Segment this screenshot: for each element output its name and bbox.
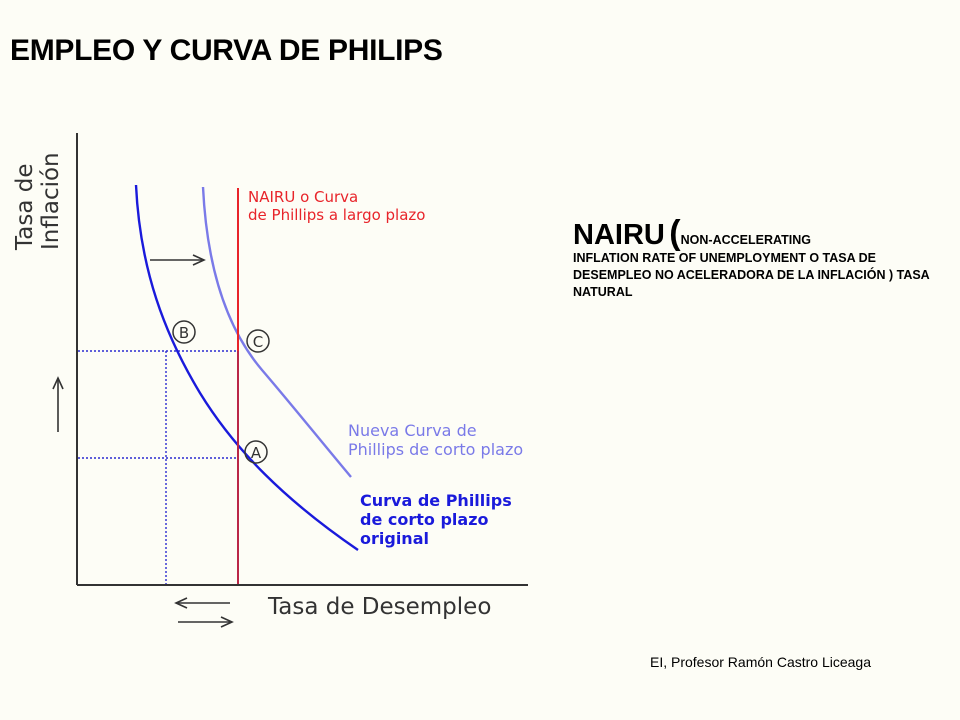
nairu-open-paren: ( <box>669 214 681 252</box>
original-short-run-curve <box>136 185 358 550</box>
nairu-definition <box>573 214 943 301</box>
new-curve-label-line2: Phillips de corto plazo <box>348 440 524 459</box>
orig-curve-label-line2: de corto plazo <box>360 510 489 529</box>
orig-curve-label-line3: original <box>360 529 429 548</box>
x-axis-label: Tasa de Desempleo <box>268 594 492 620</box>
point-c-label: C <box>252 333 264 351</box>
nairu-label-line1: NAIRU o Curva <box>248 188 359 206</box>
nairu-definition-line1: NON-ACCELERATING <box>680 233 811 247</box>
point-b-label: B <box>178 324 190 342</box>
orig-curve-label-line1: Curva de Phillips <box>360 491 512 510</box>
nairu-heading: NAIRU <box>573 219 665 251</box>
y-axis-label-line1: Tasa de <box>12 163 38 250</box>
point-a-label: A <box>250 444 262 462</box>
slide-title: EMPLEO Y CURVA DE PHILIPS <box>10 34 443 67</box>
nairu-label-line2: de Phillips a largo plazo <box>248 206 426 224</box>
new-curve-label-line1: Nueva Curva de <box>348 421 477 440</box>
new-short-run-curve <box>203 187 351 477</box>
author-credit: EI, Profesor Ramón Castro Liceaga <box>650 654 871 670</box>
y-axis-label-line2: Inflación <box>38 152 64 250</box>
nairu-definition-rest: INFLATION RATE OF UNEMPLOYMENT O TASA DE DESEMPLEO NO ACELERADORA DE LA INFLACIÓN ) TASA NATURAL <box>573 251 930 299</box>
